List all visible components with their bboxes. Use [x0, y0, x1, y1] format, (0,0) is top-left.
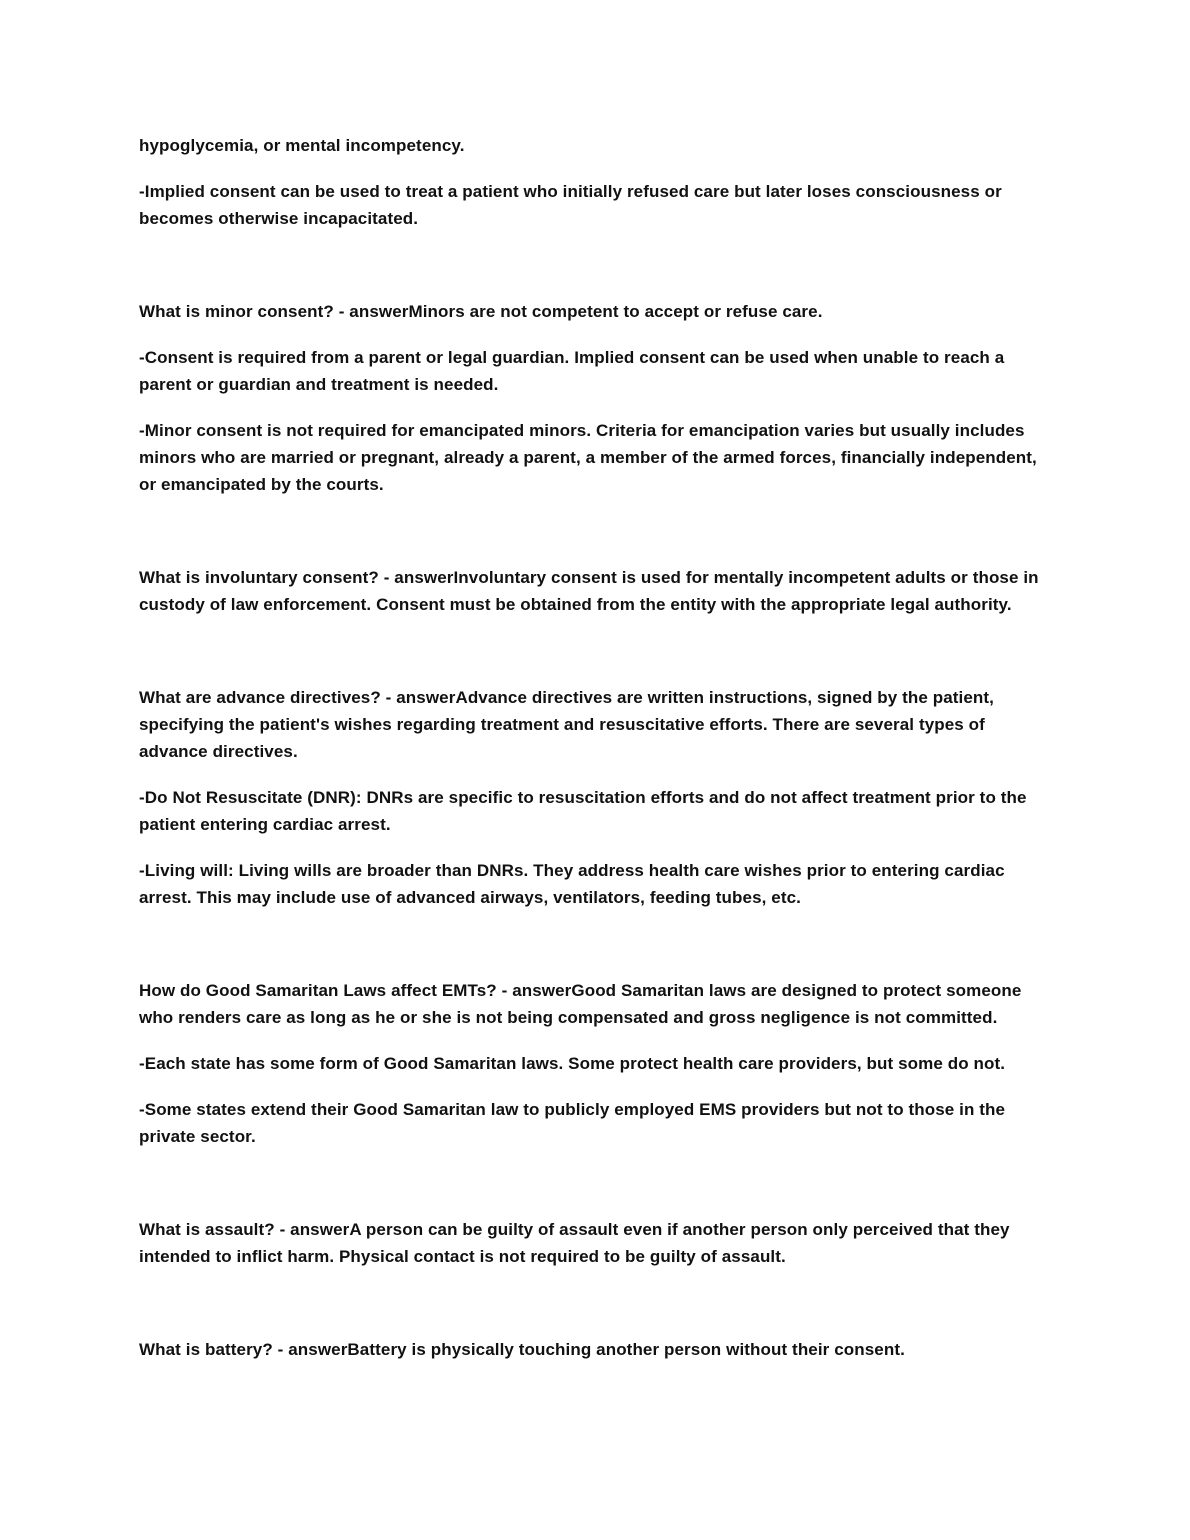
paragraph: What is battery? - answerBattery is physically touching another person without their consent.	[139, 1340, 905, 1359]
paragraph: -Living will: Living wills are broader than DNRs. They address health care wishes prior to entering cardiac arrest. This may include use of advanced airways, ventilators, feeding tubes, etc.	[139, 861, 1005, 907]
paragraph: -Consent is required from a parent or legal guardian. Implied consent can be used when unable to reach a parent or guardian and treatment is needed.	[139, 348, 1005, 394]
paragraph: What are advance directives? - answerAdvance directives are written instructions, signed by the patient, specifying the patient's wishes regarding treatment and resuscitative efforts. There are several types of advance directives.	[139, 688, 994, 761]
paragraph: -Each state has some form of Good Samaritan laws. Some protect health care providers, but some do not.	[139, 1054, 1006, 1073]
paragraph: -Minor consent is not required for emancipated minors. Criteria for emancipation varies but usually includes minors who are married or pregnant, already a parent, a member of the armed forces, financially independent, or emancipated by the courts.	[139, 421, 1037, 494]
document-body	[139, 132, 1051, 1363]
paragraph: hypoglycemia, or mental incompetency.	[139, 136, 465, 155]
paragraph: -Do Not Resuscitate (DNR): DNRs are specific to resuscitation efforts and do not affect treatment prior to the patient entering cardiac arrest.	[139, 788, 1027, 834]
paragraph: What is minor consent? - answerMinors are not competent to accept or refuse care.	[139, 302, 823, 321]
paragraph: What is involuntary consent? - answerInvoluntary consent is used for mentally incompetent adults or those in custody of law enforcement. Consent must be obtained from the entity with the appropriate legal authority.	[139, 568, 1039, 614]
paragraph: -Implied consent can be used to treat a patient who initially refused care but later loses consciousness or becomes otherwise incapacitated.	[139, 182, 1002, 228]
paragraph: -Some states extend their Good Samaritan law to publicly employed EMS providers but not to those in the private sector.	[139, 1100, 1006, 1146]
paragraph: What is assault? - answerA person can be guilty of assault even if another person only perceived that they intended to inflict harm. Physical contact is not required to be guilty of assault.	[139, 1220, 1010, 1266]
paragraph: How do Good Samaritan Laws affect EMTs? - answerGood Samaritan laws are designed to protect someone who renders care as long as he or she is not being compensated and gross negligence is not committed.	[139, 981, 1022, 1027]
